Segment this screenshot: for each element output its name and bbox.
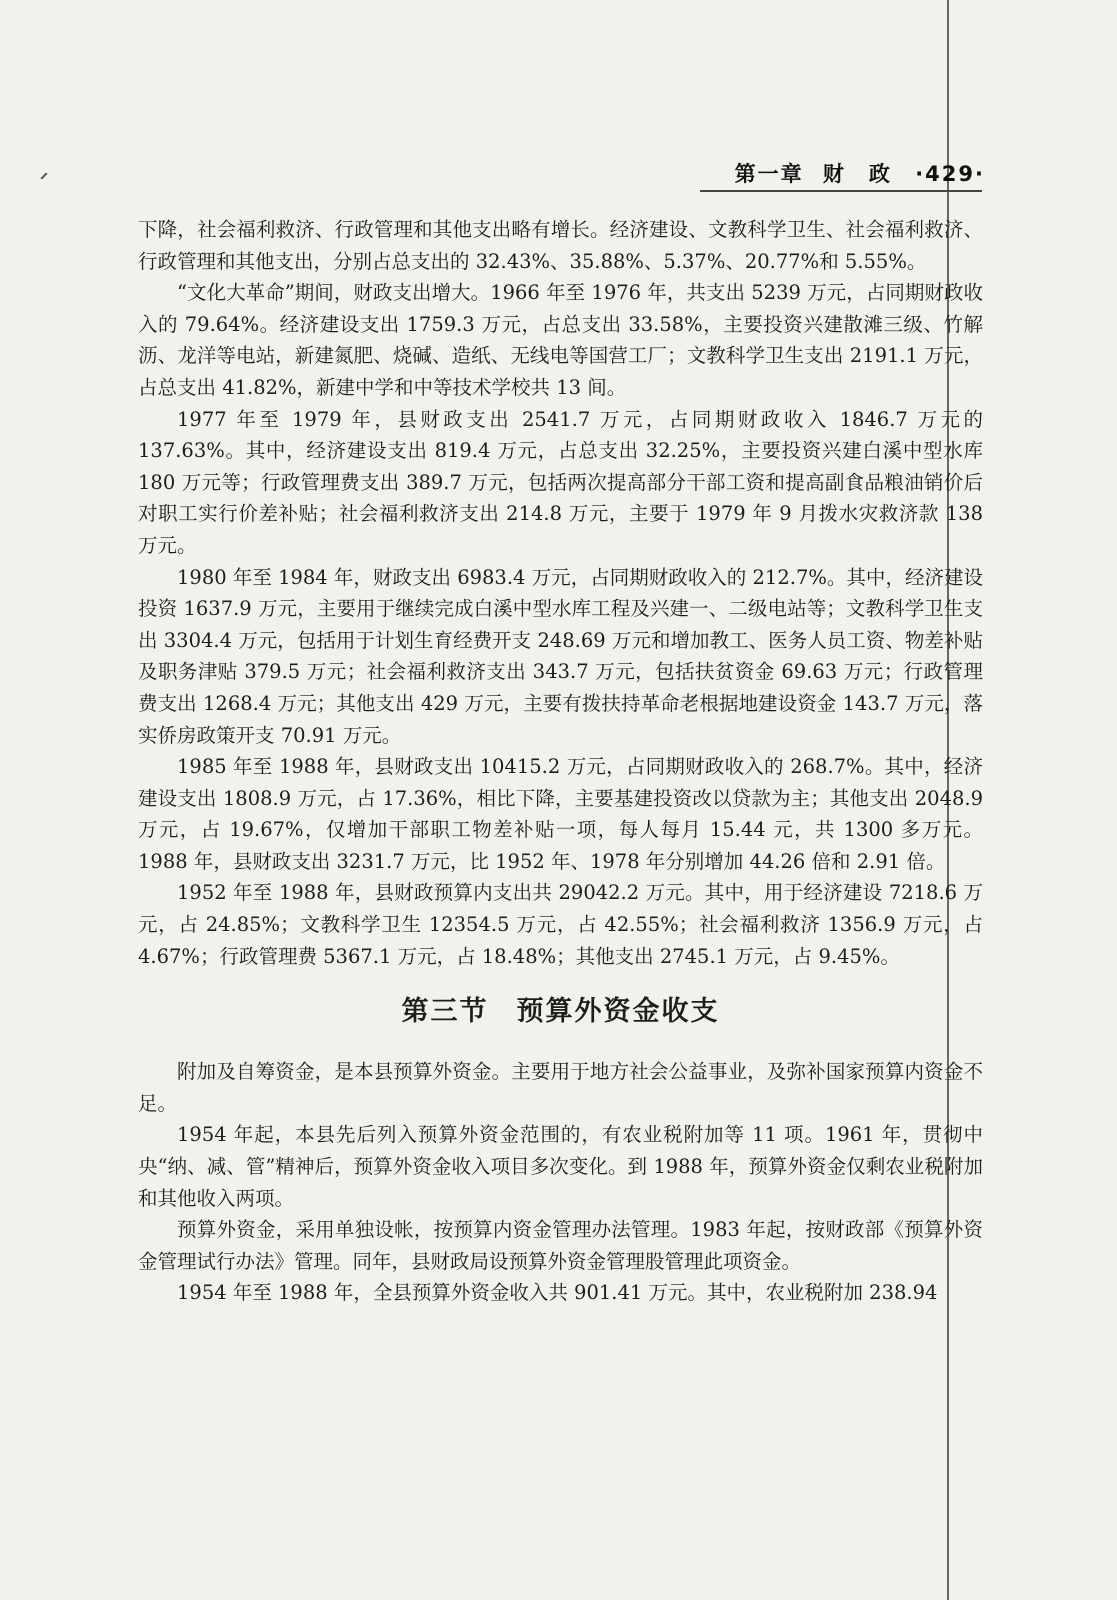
paragraph: 1954 年起，本县先后列入预算外资金范围的，有农业税附加等 11 项。1961 年，贯彻中央“纳、减、管”精神后，预算外资金收入项目多次变化。到 1988 年，预算外资金仅剩农业税附加和其他收入两项。 — [138, 1123, 984, 1210]
paragraph: 下降，社会福利救济、行政管理和其他支出略有增长。经济建设、文教科学卫生、社会福利救济、行政管理和其他支出，分别占总支出的 32.43%、35.88%、5.37%、20.77%和 5.55%。 — [138, 218, 983, 273]
section-heading — [138, 994, 983, 1030]
header-rule — [700, 190, 982, 192]
chapter-label: 第一章 — [734, 162, 804, 186]
paragraph: 附加及自筹资金，是本县预算外资金。主要用于地方社会公益事业，及弥补国家预算内资金不足。 — [138, 1060, 983, 1115]
paragraph: “文化大革命”期间，财政支出增大。1966 年至 1976 年，共支出 5239 万元，占同期财政收入的 79.64%。经济建设支出 1759.3 万元，占总支出 33.58%，主要投资兴建散滩三级、竹解沥、龙洋等电站，新建氮肥、烧碱、造纸、无线电等国营工厂；文教科学卫生支出 2191.1 万元，占总支出 41.82%，新建中学和中等技术学校共 13 间。 — [138, 281, 983, 399]
body-text — [138, 214, 983, 1309]
section-name: 预算外资金收支 — [516, 996, 720, 1028]
paragraph: 1952 年至 1988 年，县财政预算内支出共 29042.2 万元。其中，用于经济建设 7218.6 万元，占 24.85%；文教科学卫生 12354.5 万元，占 42.55%；社会福利救济 1356.9 万元，占 4.67%；行政管理费 5367.1 万元，占 18.48%；其他支出 2745.1 万元，占 9.45%。 — [138, 881, 983, 968]
chapter-title: 财 政 — [822, 162, 892, 186]
paragraph: 1977 年至 1979 年，县财政支出 2541.7 万元，占同期财政收入 1846.7 万元的 137.63%。其中，经济建设支出 819.4 万元，占总支出 32.25%，主要投资兴建白溪中型水库 180 万元等；行政管理费支出 389.7 万元，包括两次提高部分干部工资和提高副食品粮油销价后对职工实行价差补贴；社会福利救济支出 214.8 万元，主要于 1979 年 9 月拨水灾救济款 138 万元。 — [138, 407, 983, 557]
paragraph: 1985 年至 1988 年，县财政支出 10415.2 万元，占同期财政收入的 268.7%。其中，经济建设支出 1808.9 万元，占 17.36%，相比下降，主要基建投资改以贷款为主；其他支出 2048.9 万元，占 19.67%，仅增加干部职工物差补贴一项，每人每月 15.44 元，共 1300 多万元。1988 年，县财政支出 3231.7 万元，比 1952 年、1978 年分别增加 44.26 倍和 2.91 倍。 — [138, 755, 983, 873]
page-number: ·429· — [915, 162, 985, 186]
paragraph: 1954 年至 1988 年，全县预算外资金收入共 901.41 万元。其中，农业税附加 238.94 — [177, 1281, 938, 1305]
paragraph: 预算外资金，采用单独设帐，按预算内资金管理办法管理。1983 年起，按财政部《预算外资金管理试行办法》管理。同年，县财政局设预算外资金管理股管理此项资金。 — [138, 1218, 983, 1273]
section-number: 第三节 — [401, 996, 489, 1028]
running-header — [735, 158, 985, 188]
paragraph: 1980 年至 1984 年，财政支出 6983.4 万元，占同期财政收入的 212.7%。其中，经济建设投资 1637.9 万元，主要用于继续完成白溪中型水库工程及兴建一、二级电站等；文教科学卫生支出 3304.4 万元，包括用于计划生育经费开支 248.69 万元和增加教工、医务人员工资、物差补贴及职务津贴 379.5 万元；社会福利救济支出 343.7 万元，包括扶贫资金 69.63 万元；行政管理费支出 1268.4 万元；其他支出 429 万元，主要有拨扶持革命老根据地建设资金 143.7 万元，落实侨房政策开支 70.91 万元。 — [138, 565, 983, 747]
scan-mark — [40, 172, 47, 179]
